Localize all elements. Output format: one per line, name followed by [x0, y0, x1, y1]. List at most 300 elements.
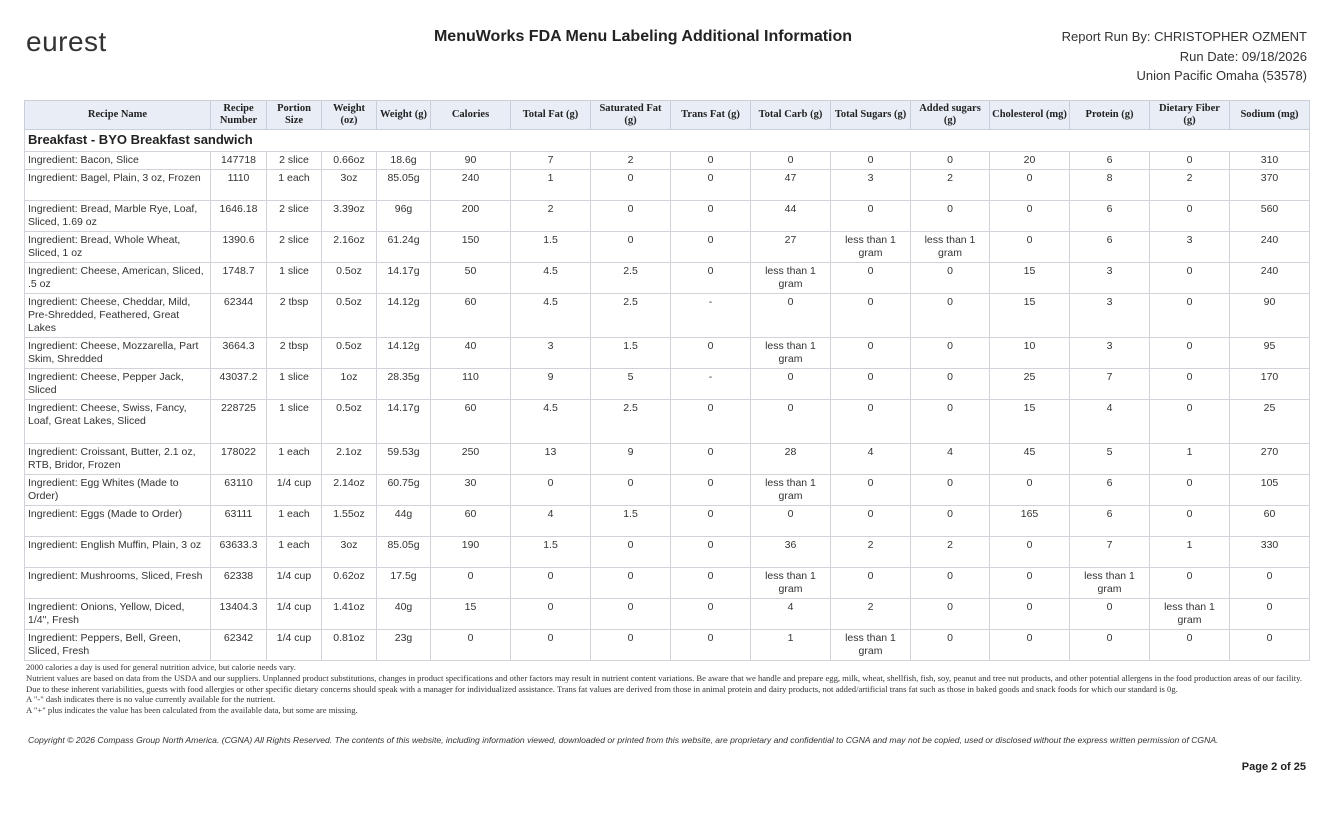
table-cell: 4.5	[511, 400, 591, 444]
table-cell: 63111	[211, 506, 267, 537]
table-cell: 147718	[211, 152, 267, 170]
table-body	[25, 130, 1310, 661]
table-cell: 0	[911, 506, 990, 537]
table-cell: 1 slice	[267, 263, 322, 294]
table-cell: 310	[1230, 152, 1310, 170]
table-cell: 47	[751, 170, 831, 201]
table-cell: 1 each	[267, 170, 322, 201]
report-run-by: Report Run By: CHRISTOPHER OZMENT	[1061, 29, 1307, 44]
table-cell: 44	[751, 201, 831, 232]
table-cell: 0	[591, 201, 671, 232]
table-cell: 95	[1230, 338, 1310, 369]
recipe-name-cell: Ingredient: Croissant, Butter, 2.1 oz, RTB, Bridor, Frozen	[25, 444, 211, 475]
table-cell: -	[671, 369, 751, 400]
table-cell: 0	[911, 568, 990, 599]
table-cell: 18.6g	[377, 152, 431, 170]
table-cell: 0	[1150, 338, 1230, 369]
table-cell: 0.5oz	[322, 294, 377, 338]
table-cell: 1 slice	[267, 369, 322, 400]
table-cell: 36	[751, 537, 831, 568]
table-cell: 0	[911, 338, 990, 369]
table-cell: 150	[431, 232, 511, 263]
table-cell: 0	[990, 568, 1070, 599]
table-cell: 0	[751, 506, 831, 537]
table-cell: 0.62oz	[322, 568, 377, 599]
table-cell: 3	[1070, 338, 1150, 369]
table-cell: 6	[1070, 475, 1150, 506]
table-cell: 3	[1070, 263, 1150, 294]
table-cell: 1oz	[322, 369, 377, 400]
table-cell: 0	[831, 369, 911, 400]
table-cell: 6	[1070, 152, 1150, 170]
table-cell: 240	[431, 170, 511, 201]
table-cell: 15	[431, 599, 511, 630]
table-row	[25, 400, 1310, 444]
column-header: Calories	[431, 101, 511, 130]
table-cell: 3	[1070, 294, 1150, 338]
table-cell: 178022	[211, 444, 267, 475]
table-cell: 59.53g	[377, 444, 431, 475]
table-cell: 0	[431, 568, 511, 599]
table-cell: -	[671, 294, 751, 338]
table-cell: 0	[911, 599, 990, 630]
table-cell: 0	[911, 475, 990, 506]
recipe-name-cell: Ingredient: Mushrooms, Sliced, Fresh	[25, 568, 211, 599]
table-cell: 0	[671, 201, 751, 232]
column-header: Total Fat (g)	[511, 101, 591, 130]
table-cell: 0	[1150, 369, 1230, 400]
table-cell: 0	[671, 568, 751, 599]
recipe-name-cell: Ingredient: Cheese, Swiss, Fancy, Loaf, Great Lakes, Sliced	[25, 400, 211, 444]
table-cell: 45	[990, 444, 1070, 475]
table-cell: 14.12g	[377, 294, 431, 338]
table-cell: 0	[591, 475, 671, 506]
table-cell: 17.5g	[377, 568, 431, 599]
table-cell: 1390.6	[211, 232, 267, 263]
table-cell: 3.39oz	[322, 201, 377, 232]
table-cell: 2 tbsp	[267, 338, 322, 369]
table-cell: 0	[671, 170, 751, 201]
recipe-name-cell: Ingredient: Bagel, Plain, 3 oz, Frozen	[25, 170, 211, 201]
table-cell: 0	[1070, 599, 1150, 630]
table-cell: 2.5	[591, 294, 671, 338]
table-cell: 190	[431, 537, 511, 568]
recipe-name-cell: Ingredient: Eggs (Made to Order)	[25, 506, 211, 537]
table-cell: 0	[990, 599, 1070, 630]
table-cell: 1 each	[267, 444, 322, 475]
table-cell: less than 1 gram	[751, 263, 831, 294]
table-cell: 13404.3	[211, 599, 267, 630]
table-cell: 0	[671, 630, 751, 661]
table-cell: 90	[431, 152, 511, 170]
table-cell: 0	[831, 506, 911, 537]
table-cell: 4	[751, 599, 831, 630]
logo-text: eurest	[26, 26, 107, 57]
table-cell: 2 tbsp	[267, 294, 322, 338]
table-cell: 9	[511, 369, 591, 400]
table-cell: 14.17g	[377, 400, 431, 444]
table-cell: 0	[1150, 400, 1230, 444]
table-cell: 0	[990, 537, 1070, 568]
table-cell: 1.5	[511, 232, 591, 263]
recipe-name-cell: Ingredient: Egg Whites (Made to Order)	[25, 475, 211, 506]
table-cell: 0	[990, 170, 1070, 201]
table-cell: 0	[1150, 263, 1230, 294]
column-header: Cholesterol (mg)	[990, 101, 1070, 130]
table-row	[25, 537, 1310, 568]
table-cell: 1110	[211, 170, 267, 201]
table-cell: 27	[751, 232, 831, 263]
table-cell: 0	[990, 630, 1070, 661]
recipe-name-cell: Ingredient: Cheese, Cheddar, Mild, Pre-Shredded, Feathered, Great Lakes	[25, 294, 211, 338]
table-cell: 1 each	[267, 506, 322, 537]
report-meta	[1062, 27, 1307, 86]
table-cell: 2 slice	[267, 201, 322, 232]
table-cell: 0	[1150, 201, 1230, 232]
footnote: A "+" plus indicates the value has been calculated from the available data, but some are missing.	[26, 705, 358, 716]
table-cell: 0	[511, 630, 591, 661]
table-cell: 330	[1230, 537, 1310, 568]
table-cell: 0	[911, 369, 990, 400]
table-cell: 7	[511, 152, 591, 170]
table-cell: 0	[990, 201, 1070, 232]
table-cell: 2.5	[591, 263, 671, 294]
table-cell: 1/4 cup	[267, 630, 322, 661]
table-cell: 25	[990, 369, 1070, 400]
table-cell: 0	[751, 400, 831, 444]
recipe-name-cell: Ingredient: Bacon, Slice	[25, 152, 211, 170]
table-cell: 15	[990, 263, 1070, 294]
table-cell: 85.05g	[377, 170, 431, 201]
table-cell: 5	[1070, 444, 1150, 475]
table-cell: 0	[751, 369, 831, 400]
recipe-name-cell: Ingredient: Peppers, Bell, Green, Sliced, Fresh	[25, 630, 211, 661]
table-cell: 60	[431, 294, 511, 338]
table-cell: 0	[1230, 599, 1310, 630]
table-cell: 0	[751, 294, 831, 338]
column-header: Added sugars (g)	[911, 101, 990, 130]
table-cell: 3	[511, 338, 591, 369]
table-cell: less than 1 gram	[911, 232, 990, 263]
table-row	[25, 506, 1310, 537]
group-title: Breakfast - BYO Breakfast sandwich	[25, 130, 1310, 152]
table-cell: 250	[431, 444, 511, 475]
footnotes	[26, 662, 1306, 716]
report-title: MenuWorks FDA Menu Labeling Additional Information	[433, 28, 853, 45]
column-header: Weight (oz)	[322, 101, 377, 130]
table-cell: 0	[831, 338, 911, 369]
column-header: Dietary Fiber (g)	[1150, 101, 1230, 130]
table-cell: 7	[1070, 537, 1150, 568]
table-cell: 85.05g	[377, 537, 431, 568]
table-cell: 1.55oz	[322, 506, 377, 537]
table-cell: 28.35g	[377, 369, 431, 400]
nutrition-table	[24, 100, 1310, 661]
table-cell: 1/4 cup	[267, 568, 322, 599]
table-cell: 4.5	[511, 294, 591, 338]
column-header: Total Sugars (g)	[831, 101, 911, 130]
table-cell: 0	[431, 630, 511, 661]
table-cell: 0	[671, 152, 751, 170]
table-cell: 240	[1230, 232, 1310, 263]
report-run-date: Run Date: 09/18/2026	[1179, 48, 1307, 64]
table-cell: less than 1 gram	[751, 475, 831, 506]
table-cell: 370	[1230, 170, 1310, 201]
table-row	[25, 444, 1310, 475]
table-cell: 0	[911, 400, 990, 444]
table-cell: 0	[1230, 630, 1310, 661]
table-cell: 4	[1070, 400, 1150, 444]
table-cell: 8	[1070, 170, 1150, 201]
table-row	[25, 599, 1310, 630]
table-cell: 60	[431, 506, 511, 537]
table-cell: 3	[1150, 232, 1230, 263]
recipe-name-cell: Ingredient: Cheese, American, Sliced, .5 oz	[25, 263, 211, 294]
recipe-name-cell: Ingredient: Cheese, Pepper Jack, Sliced	[25, 369, 211, 400]
table-cell: 0	[1150, 152, 1230, 170]
table-cell: 9	[591, 444, 671, 475]
column-header: Trans Fat (g)	[671, 101, 751, 130]
table-cell: 0	[511, 475, 591, 506]
table-row	[25, 338, 1310, 369]
table-row	[25, 263, 1310, 294]
column-header: Recipe Name	[25, 101, 211, 130]
column-header: Recipe Number	[211, 101, 267, 130]
table-row	[25, 201, 1310, 232]
table-cell: 0	[1150, 568, 1230, 599]
table-cell: less than 1 gram	[831, 232, 911, 263]
table-cell: 6	[1070, 506, 1150, 537]
table-row	[25, 152, 1310, 170]
table-cell: 0	[671, 338, 751, 369]
table-cell: 14.17g	[377, 263, 431, 294]
table-cell: 28	[751, 444, 831, 475]
table-cell: 6	[1070, 201, 1150, 232]
table-cell: 14.12g	[377, 338, 431, 369]
table-cell: 90	[1230, 294, 1310, 338]
table-cell: 0	[911, 294, 990, 338]
table-cell: 0	[990, 232, 1070, 263]
table-cell: 0	[671, 537, 751, 568]
table-cell: 0	[671, 263, 751, 294]
table-cell: 3664.3	[211, 338, 267, 369]
table-cell: 0	[911, 263, 990, 294]
table-row	[25, 170, 1310, 201]
table-cell: 2	[591, 152, 671, 170]
table-cell: 2.5	[591, 400, 671, 444]
table-cell: 1/4 cup	[267, 599, 322, 630]
table-cell: 63633.3	[211, 537, 267, 568]
table-cell: 0	[751, 152, 831, 170]
table-cell: 200	[431, 201, 511, 232]
table-cell: 0	[671, 232, 751, 263]
column-header: Sodium (mg)	[1230, 101, 1310, 130]
table-cell: 3oz	[322, 537, 377, 568]
recipe-name-cell: Ingredient: English Muffin, Plain, 3 oz	[25, 537, 211, 568]
table-cell: 4	[911, 444, 990, 475]
recipe-name-cell: Ingredient: Onions, Yellow, Diced, 1/4", Fresh	[25, 599, 211, 630]
table-row	[25, 630, 1310, 661]
table-cell: less than 1 gram	[831, 630, 911, 661]
table-cell: 13	[511, 444, 591, 475]
table-cell: 170	[1230, 369, 1310, 400]
table-cell: 3	[831, 170, 911, 201]
table-cell: 0.66oz	[322, 152, 377, 170]
table-cell: 0	[1150, 475, 1230, 506]
table-cell: 63110	[211, 475, 267, 506]
table-cell: 25	[1230, 400, 1310, 444]
table-cell: 0	[831, 201, 911, 232]
table-cell: 2	[911, 170, 990, 201]
table-row	[25, 475, 1310, 506]
column-header: Protein (g)	[1070, 101, 1150, 130]
table-cell: 2	[831, 537, 911, 568]
table-cell: 44g	[377, 506, 431, 537]
table-cell: 43037.2	[211, 369, 267, 400]
table-cell: 50	[431, 263, 511, 294]
table-cell: 23g	[377, 630, 431, 661]
table-cell: 15	[990, 294, 1070, 338]
table-cell: 0	[911, 152, 990, 170]
table-cell: 6	[1070, 232, 1150, 263]
table-cell: 61.24g	[377, 232, 431, 263]
table-cell: 105	[1230, 475, 1310, 506]
table-cell: 0.5oz	[322, 400, 377, 444]
table-cell: 20	[990, 152, 1070, 170]
table-cell: 0	[1150, 630, 1230, 661]
table-cell: 40g	[377, 599, 431, 630]
table-cell: 0	[911, 201, 990, 232]
column-header: Total Carb (g)	[751, 101, 831, 130]
table-cell: 0	[1150, 294, 1230, 338]
table-cell: 1	[1150, 444, 1230, 475]
table-cell: 0	[671, 400, 751, 444]
table-cell: 1 slice	[267, 400, 322, 444]
table-cell: 2.1oz	[322, 444, 377, 475]
table-cell: 0	[831, 475, 911, 506]
table-cell: 10	[990, 338, 1070, 369]
group-row	[25, 130, 1310, 152]
recipe-name-cell: Ingredient: Cheese, Mozzarella, Part Skim, Shredded	[25, 338, 211, 369]
page-number: Page 2 of 25	[1241, 761, 1306, 773]
table-cell: 4.5	[511, 263, 591, 294]
table-cell: 1646.18	[211, 201, 267, 232]
recipe-name-cell: Ingredient: Bread, Marble Rye, Loaf, Sliced, 1.69 oz	[25, 201, 211, 232]
table-row	[25, 369, 1310, 400]
table-cell: 0.5oz	[322, 263, 377, 294]
table-cell: 228725	[211, 400, 267, 444]
footnote: 2000 calories a day is used for general nutrition advice, but calorie needs vary.	[26, 662, 296, 672]
table-cell: 0	[591, 232, 671, 263]
table-cell: 60	[431, 400, 511, 444]
table-cell: 0	[1150, 506, 1230, 537]
table-cell: 2	[1150, 170, 1230, 201]
table-cell: 1.5	[591, 338, 671, 369]
table-cell: 3oz	[322, 170, 377, 201]
table-cell: 0	[591, 568, 671, 599]
table-cell: 0	[831, 400, 911, 444]
table-cell: 165	[990, 506, 1070, 537]
table-cell: 560	[1230, 201, 1310, 232]
table-cell: 110	[431, 369, 511, 400]
table-cell: 60	[1230, 506, 1310, 537]
table-cell: 2	[911, 537, 990, 568]
footnote: A "-" dash indicates there is no value currently available for the nutrient.	[26, 694, 276, 705]
table-cell: 0	[831, 152, 911, 170]
report-location: Union Pacific Omaha (53578)	[1136, 68, 1307, 83]
table-cell: 2 slice	[267, 152, 322, 170]
table-cell: 0	[591, 599, 671, 630]
table-cell: 0	[671, 599, 751, 630]
table-cell: 4	[511, 506, 591, 537]
table-cell: 0.5oz	[322, 338, 377, 369]
table-cell: 0	[511, 568, 591, 599]
table-cell: 2	[831, 599, 911, 630]
table-cell: 1748.7	[211, 263, 267, 294]
table-cell: 60.75g	[377, 475, 431, 506]
table-cell: 4	[831, 444, 911, 475]
table-cell: 1.5	[511, 537, 591, 568]
table-cell: 240	[1230, 263, 1310, 294]
table-header-row	[25, 101, 1310, 130]
table-cell: 0	[911, 630, 990, 661]
table-cell: 15	[990, 400, 1070, 444]
table-cell: less than 1 gram	[1070, 568, 1150, 599]
table-cell: 96g	[377, 201, 431, 232]
table-cell: 2.16oz	[322, 232, 377, 263]
table-cell: less than 1 gram	[1150, 599, 1230, 630]
table-cell: 2 slice	[267, 232, 322, 263]
table-cell: 62344	[211, 294, 267, 338]
column-header: Weight (g)	[377, 101, 431, 130]
table-cell: 2	[511, 201, 591, 232]
table-row	[25, 568, 1310, 599]
table-cell: 0	[990, 475, 1070, 506]
table-cell: 0	[591, 537, 671, 568]
table-row	[25, 294, 1310, 338]
table-cell: 0	[831, 568, 911, 599]
table-cell: 0	[511, 599, 591, 630]
table-cell: less than 1 gram	[751, 338, 831, 369]
table-cell: 0.81oz	[322, 630, 377, 661]
table-cell: 0	[591, 630, 671, 661]
table-cell: 270	[1230, 444, 1310, 475]
table-cell: 0	[1070, 630, 1150, 661]
table-cell: 2.14oz	[322, 475, 377, 506]
table-cell: 1	[1150, 537, 1230, 568]
column-header: Saturated Fat (g)	[591, 101, 671, 130]
table-cell: 0	[671, 444, 751, 475]
table-cell: 7	[1070, 369, 1150, 400]
copyright-notice: Copyright © 2026 Compass Group North America. (CGNA) All Rights Reserved. The contents of this website, including information viewed, downloaded or printed from this website, are proprietary and confidential to CGNA and may not be copied, used or disclosed without the express written permission of CGNA.	[28, 735, 1219, 745]
table-cell: 0	[671, 506, 751, 537]
table-cell: 0	[1230, 568, 1310, 599]
table-cell: 62342	[211, 630, 267, 661]
table-cell: 40	[431, 338, 511, 369]
table-cell: less than 1 gram	[751, 568, 831, 599]
table-cell: 62338	[211, 568, 267, 599]
table-cell: 5	[591, 369, 671, 400]
table-cell: 1.5	[591, 506, 671, 537]
table-cell: 0	[831, 294, 911, 338]
table-cell: 1	[511, 170, 591, 201]
table-cell: 0	[831, 263, 911, 294]
table-cell: 1 each	[267, 537, 322, 568]
recipe-name-cell: Ingredient: Bread, Whole Wheat, Sliced, 1 oz	[25, 232, 211, 263]
table-cell: 1/4 cup	[267, 475, 322, 506]
table-cell: 0	[591, 170, 671, 201]
table-row	[25, 232, 1310, 263]
